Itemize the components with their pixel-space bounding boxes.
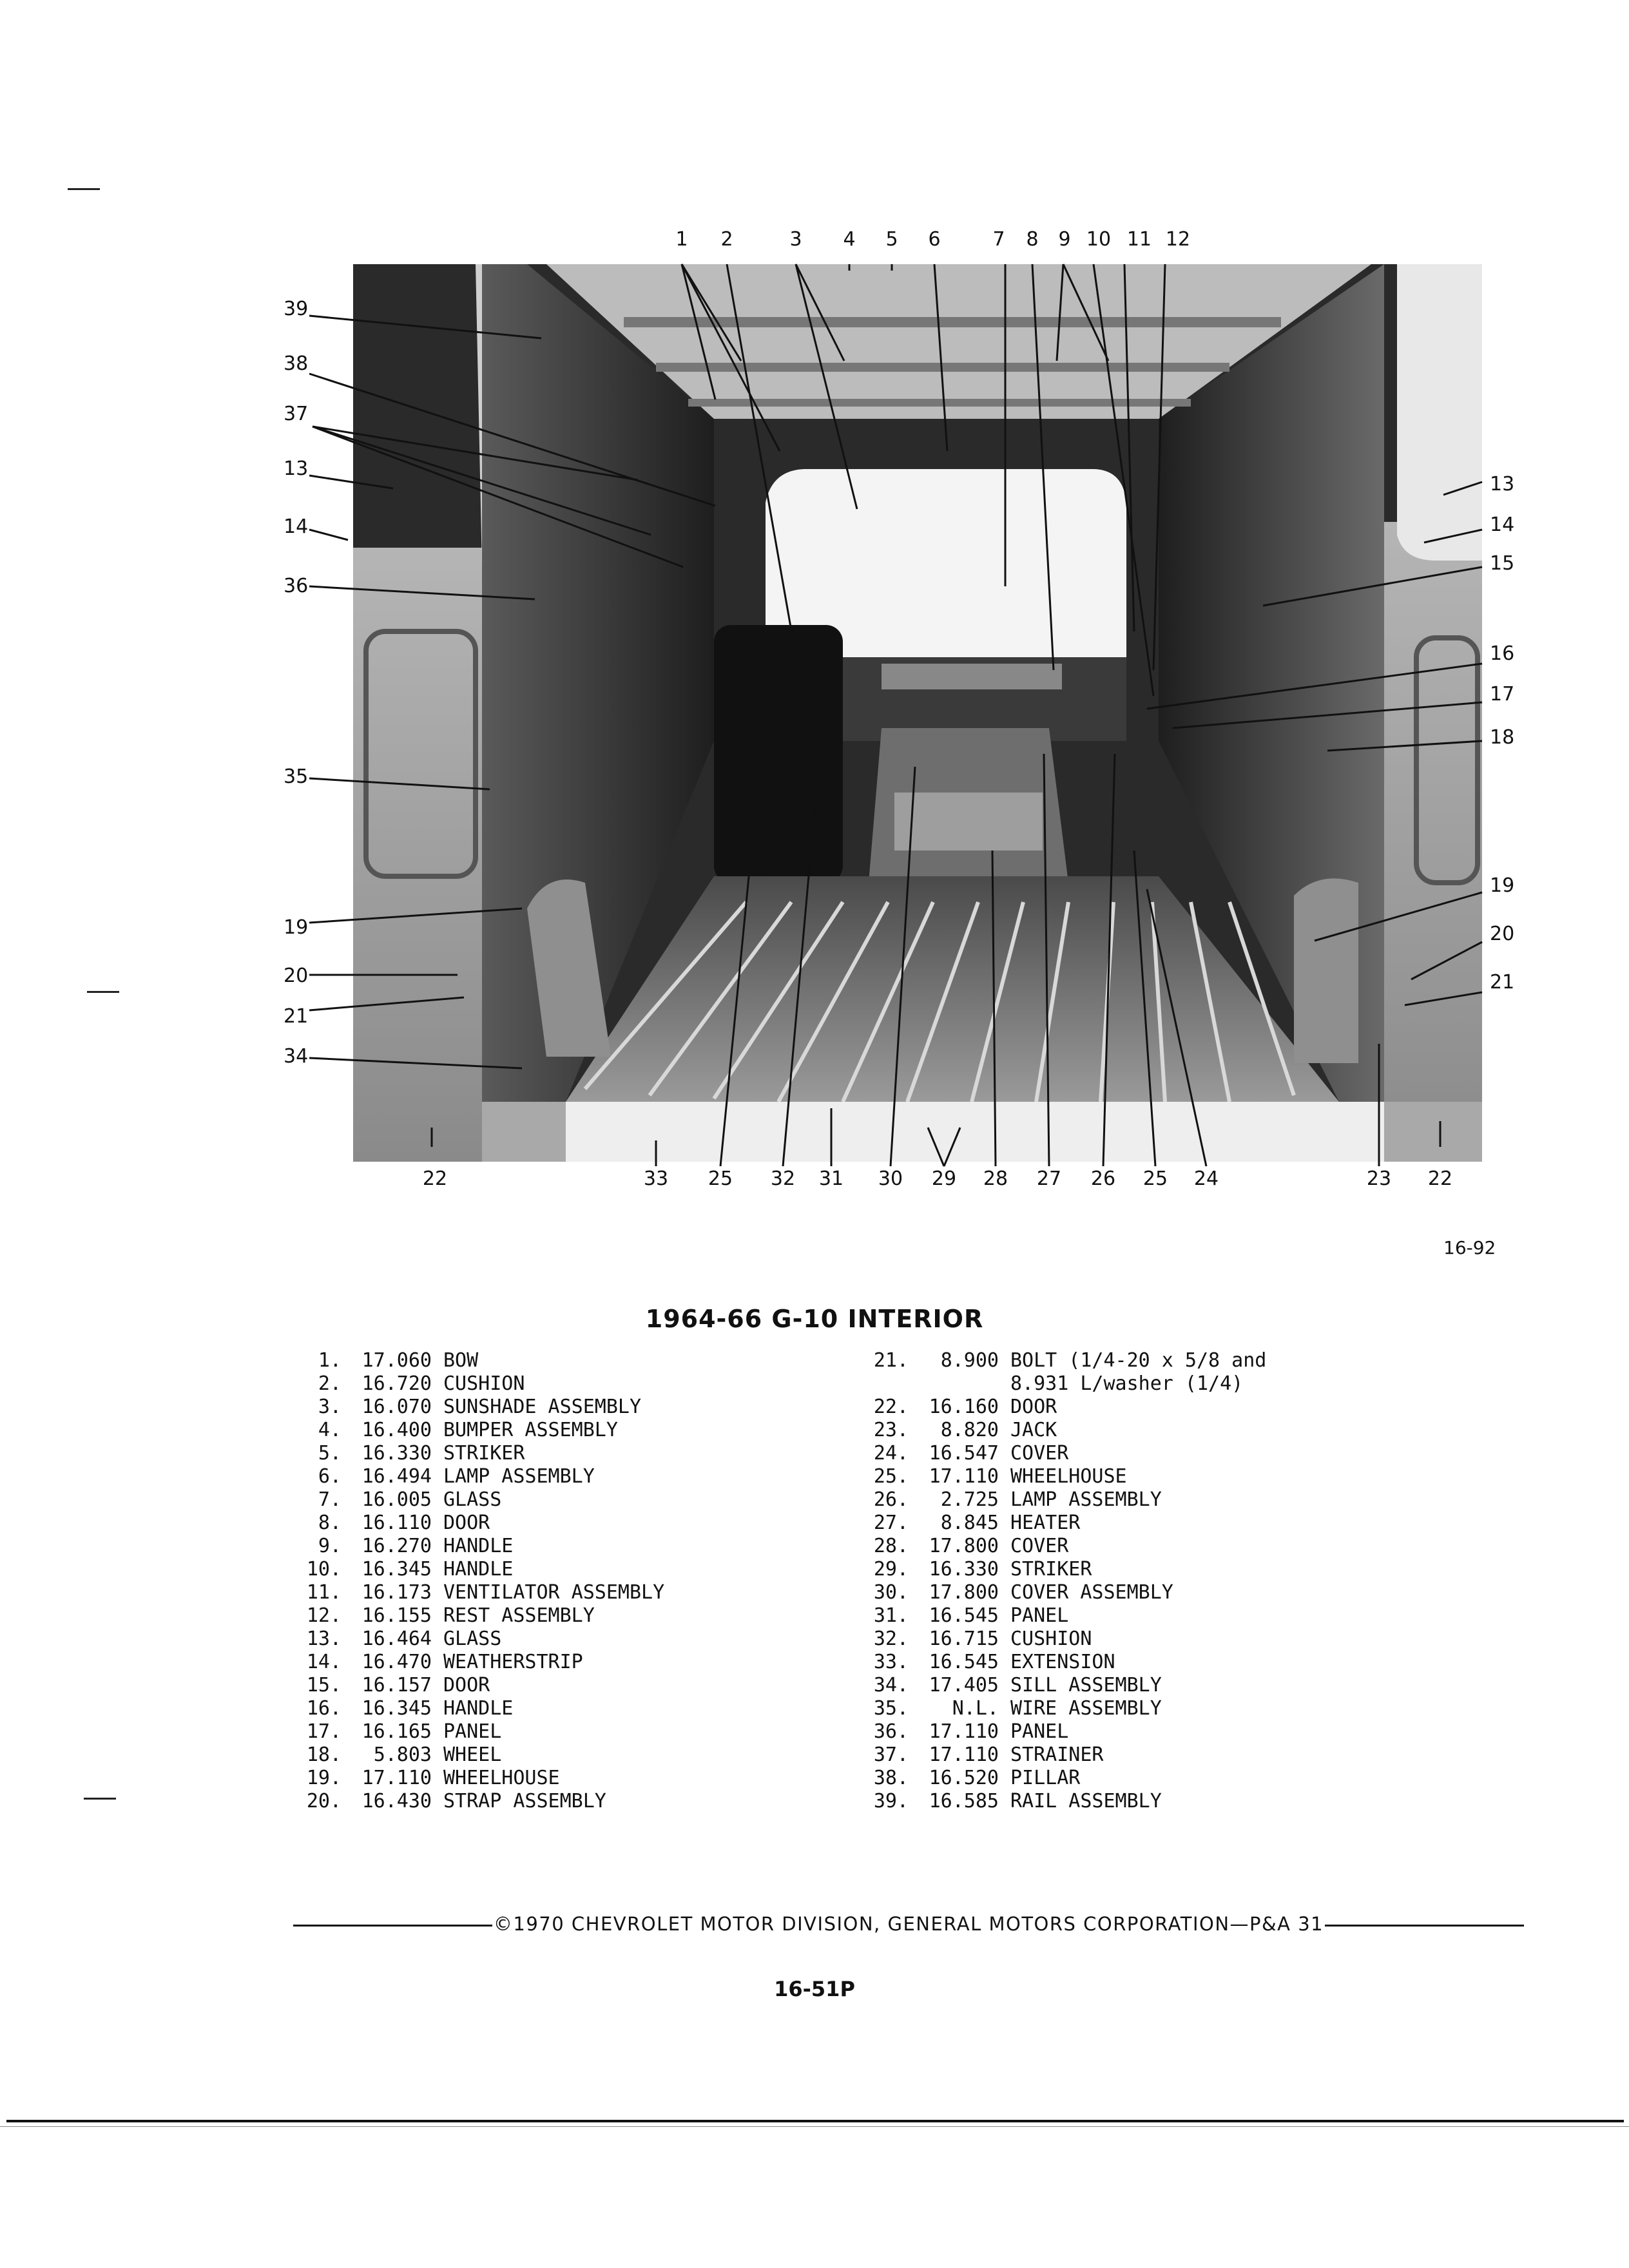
parts-list-item <box>290 1628 664 1651</box>
part-index: 21. <box>873 1349 909 1372</box>
parts-list-item <box>857 1651 1266 1674</box>
part-index: 6. <box>318 1465 342 1488</box>
part-number: 16.160 <box>929 1396 999 1418</box>
part-number: 17.800 <box>929 1581 999 1604</box>
part-name: LAMP ASSEMBLY <box>443 1465 595 1488</box>
part-index: 5. <box>318 1442 342 1465</box>
callout-label: 4 <box>843 228 856 251</box>
parts-list-item <box>857 1442 1266 1465</box>
part-index: 11. <box>306 1581 342 1604</box>
callout-label: 23 <box>1366 1168 1392 1190</box>
parts-list-item <box>290 1767 664 1790</box>
part-number: 16.547 <box>929 1442 999 1465</box>
part-number: 17.800 <box>929 1535 999 1557</box>
part-index: 16. <box>306 1697 342 1720</box>
part-index: 32. <box>873 1628 909 1650</box>
part-name: GLASS <box>443 1628 502 1650</box>
part-number: 16.330 <box>361 1442 432 1465</box>
margin-mark <box>68 188 100 190</box>
part-index: 39. <box>873 1790 909 1812</box>
callout-label: 13 <box>284 457 309 480</box>
parts-list-item <box>290 1744 664 1767</box>
parts-list-item <box>290 1697 664 1720</box>
part-number: 17.110 <box>929 1744 999 1766</box>
part-number: 8.900 <box>940 1349 999 1372</box>
part-name: HANDLE <box>443 1535 514 1557</box>
part-name: SUNSHADE ASSEMBLY <box>443 1396 642 1418</box>
callout-label: 32 <box>770 1168 796 1190</box>
margin-mark <box>84 1798 116 1800</box>
part-number: 16.345 <box>361 1697 432 1720</box>
part-number: 16.070 <box>361 1396 432 1418</box>
part-index: 3. <box>318 1396 342 1418</box>
part-number: 16.270 <box>361 1535 432 1557</box>
callout-label: 24 <box>1193 1168 1219 1190</box>
part-number: 17.405 <box>929 1674 999 1696</box>
part-index: 27. <box>873 1512 909 1534</box>
callout-label: 22 <box>422 1168 448 1190</box>
parts-list-left <box>290 1349 664 1813</box>
part-index: 36. <box>873 1720 909 1743</box>
part-name: DOOR <box>443 1674 490 1696</box>
part-index: 38. <box>873 1767 909 1789</box>
parts-list-item <box>857 1535 1266 1558</box>
callout-label: 14 <box>1490 514 1515 536</box>
callout-label: 25 <box>708 1168 733 1190</box>
parts-list-item <box>857 1790 1266 1813</box>
part-name: PANEL <box>1010 1720 1069 1743</box>
callout-label: 21 <box>1490 971 1515 994</box>
part-index: 29. <box>873 1558 909 1581</box>
part-index: 13. <box>306 1628 342 1650</box>
parts-list-item <box>290 1558 664 1581</box>
part-number: 16.494 <box>361 1465 432 1488</box>
part-index: 19. <box>306 1767 342 1789</box>
callout-label: 28 <box>983 1168 1008 1190</box>
part-index: 10. <box>306 1558 342 1581</box>
part-index: 17. <box>306 1720 342 1743</box>
part-name: COVER <box>1010 1535 1069 1557</box>
callout-label: 39 <box>284 298 309 320</box>
part-number: 16.520 <box>929 1767 999 1789</box>
parts-list-item <box>290 1790 664 1813</box>
part-name: HANDLE <box>443 1558 514 1581</box>
part-name: BOLT (1/4-20 x 5/8 and <box>1010 1349 1267 1372</box>
callout-label: 3 <box>789 228 802 251</box>
part-name: PANEL <box>1010 1604 1069 1627</box>
parts-list-item <box>857 1674 1266 1697</box>
parts-list-item <box>857 1396 1266 1419</box>
part-index: 33. <box>873 1651 909 1673</box>
part-name: EXTENSION <box>1010 1651 1115 1673</box>
callout-label: 33 <box>643 1168 669 1190</box>
part-number: 8.845 <box>940 1512 999 1534</box>
part-name: CUSHION <box>443 1372 525 1395</box>
part-name: GLASS <box>443 1488 502 1511</box>
part-index: 37. <box>873 1744 909 1766</box>
copyright-footer <box>293 1911 1524 1937</box>
parts-list-item <box>290 1535 664 1558</box>
callout-label: 35 <box>284 765 309 788</box>
parts-list-item <box>290 1720 664 1744</box>
callout-label: 7 <box>992 228 1005 251</box>
part-name: COVER ASSEMBLY <box>1010 1581 1173 1604</box>
callout-label: 2 <box>720 228 733 251</box>
callout-label: 1 <box>675 228 688 251</box>
part-index: 34. <box>873 1674 909 1696</box>
part-number: 16.545 <box>929 1651 999 1673</box>
part-index: 8. <box>318 1512 342 1534</box>
parts-list-item <box>857 1604 1266 1628</box>
part-name: WHEEL <box>443 1744 502 1766</box>
part-number: 5.803 <box>373 1744 432 1766</box>
part-name: STRIKER <box>1010 1558 1092 1581</box>
part-index <box>857 1372 909 1396</box>
callout-label: 13 <box>1490 473 1515 495</box>
part-index: 20. <box>306 1790 342 1812</box>
parts-list-item <box>290 1604 664 1628</box>
part-index: 35. <box>873 1697 909 1720</box>
parts-list-item <box>857 1349 1266 1372</box>
parts-list-right <box>857 1349 1266 1813</box>
part-name: STRAINER <box>1010 1744 1104 1766</box>
parts-list-item <box>857 1372 1266 1396</box>
part-name: DOOR <box>1010 1396 1057 1418</box>
parts-list-item <box>857 1697 1266 1720</box>
part-number: 16.345 <box>361 1558 432 1581</box>
part-number: 16.173 <box>361 1581 432 1604</box>
part-index: 1. <box>318 1349 342 1372</box>
callout-label: 38 <box>284 352 309 375</box>
page-title: 1964-66 G-10 INTERIOR <box>645 1305 984 1333</box>
callout-label: 36 <box>284 575 309 597</box>
part-number: 16.464 <box>361 1628 432 1650</box>
callout-label: 10 <box>1086 228 1112 251</box>
part-index: 24. <box>873 1442 909 1465</box>
footer-rule-left <box>293 1925 492 1927</box>
parts-list-item <box>857 1465 1266 1488</box>
part-name: COVER <box>1010 1442 1069 1465</box>
parts-list-item <box>290 1651 664 1674</box>
parts-list-item <box>857 1512 1266 1535</box>
part-index: 4. <box>318 1419 342 1441</box>
bottom-rule <box>6 2120 1624 2122</box>
parts-list-item <box>290 1581 664 1604</box>
part-name: JACK <box>1010 1419 1057 1441</box>
parts-list-item <box>290 1488 664 1512</box>
callout-label: 37 <box>284 403 309 425</box>
callout-label: 14 <box>284 515 309 538</box>
callout-label: 34 <box>284 1045 309 1068</box>
callout-label: 16 <box>1490 642 1515 665</box>
part-name: STRAP ASSEMBLY <box>443 1790 606 1812</box>
parts-list-item <box>290 1442 664 1465</box>
footer-rule-right <box>1325 1925 1524 1927</box>
part-index: 2. <box>318 1372 342 1395</box>
parts-list-item <box>290 1674 664 1697</box>
part-number: 17.110 <box>929 1465 999 1488</box>
callout-label: 27 <box>1036 1168 1062 1190</box>
callout-label: 25 <box>1142 1168 1168 1190</box>
part-number: 16.155 <box>361 1604 432 1627</box>
part-name: DOOR <box>443 1512 490 1534</box>
part-name: LAMP ASSEMBLY <box>1010 1488 1162 1511</box>
part-number: 17.110 <box>929 1720 999 1743</box>
part-name: BOW <box>443 1349 479 1372</box>
part-index: 26. <box>873 1488 909 1511</box>
parts-list-item <box>857 1419 1266 1442</box>
part-number: 16.470 <box>361 1651 432 1673</box>
part-name: REST ASSEMBLY <box>443 1604 595 1627</box>
margin-mark <box>87 991 119 993</box>
part-name: BUMPER ASSEMBLY <box>443 1419 618 1441</box>
parts-list-item <box>290 1396 664 1419</box>
part-name: WHEELHOUSE <box>443 1767 560 1789</box>
part-number: 17.060 <box>361 1349 432 1372</box>
part-number: 16.330 <box>929 1558 999 1581</box>
figure-number: 16-92 <box>1443 1237 1496 1258</box>
part-index: 23. <box>873 1419 909 1441</box>
callout-label: 12 <box>1165 228 1191 251</box>
callout-label: 17 <box>1490 683 1515 706</box>
callout-label: 15 <box>1490 552 1515 575</box>
part-index: 30. <box>873 1581 909 1604</box>
part-number: 16.545 <box>929 1604 999 1627</box>
callout-label: 6 <box>928 228 941 251</box>
part-index: 18. <box>306 1744 342 1766</box>
parts-list-item <box>857 1744 1266 1767</box>
part-name: STRIKER <box>443 1442 525 1465</box>
part-index: 31. <box>873 1604 909 1627</box>
parts-list-item <box>290 1349 664 1372</box>
parts-list-item <box>290 1465 664 1488</box>
part-index: 15. <box>306 1674 342 1696</box>
callout-label: 5 <box>885 228 898 251</box>
part-name: 8.931 L/washer (1/4) <box>1010 1372 1244 1395</box>
callout-label: 21 <box>284 1005 309 1028</box>
part-number: 8.820 <box>940 1419 999 1441</box>
part-name: SILL ASSEMBLY <box>1010 1674 1162 1696</box>
callout-label: 29 <box>931 1168 957 1190</box>
part-number: 16.720 <box>361 1372 432 1395</box>
parts-list-item <box>857 1488 1266 1512</box>
part-number: 16.110 <box>361 1512 432 1534</box>
parts-list-item <box>857 1628 1266 1651</box>
page-code: 16-51P <box>774 1977 855 2001</box>
parts-list-item <box>290 1419 664 1442</box>
copyright-text: ©1970 CHEVROLET MOTOR DIVISION, GENERAL MOTORS CORPORATION—P&A 31 <box>493 1913 1324 1935</box>
callout-label: 11 <box>1126 228 1152 251</box>
callout-label: 30 <box>878 1168 903 1190</box>
parts-list-item <box>857 1720 1266 1744</box>
part-number: 17.110 <box>361 1767 432 1789</box>
part-name: RAIL ASSEMBLY <box>1010 1790 1162 1812</box>
callout-label: 19 <box>1490 874 1515 897</box>
part-index: 12. <box>306 1604 342 1627</box>
part-number: 16.157 <box>361 1674 432 1696</box>
part-number: 16.430 <box>361 1790 432 1812</box>
parts-list-item <box>857 1767 1266 1790</box>
part-index: 25. <box>873 1465 909 1488</box>
parts-list-item <box>857 1558 1266 1581</box>
callout-label: 31 <box>818 1168 844 1190</box>
part-index: 28. <box>873 1535 909 1557</box>
callout-label: 20 <box>284 965 309 987</box>
parts-list-item <box>290 1512 664 1535</box>
part-index: 22. <box>873 1396 909 1418</box>
part-number: 16.400 <box>361 1419 432 1441</box>
callout-label: 8 <box>1026 228 1039 251</box>
part-index: 9. <box>318 1535 342 1557</box>
part-name: HEATER <box>1010 1512 1081 1534</box>
parts-list-item <box>857 1581 1266 1604</box>
part-number: 16.715 <box>929 1628 999 1650</box>
part-number: 16.005 <box>361 1488 432 1511</box>
part-name: WIRE ASSEMBLY <box>1010 1697 1162 1720</box>
part-name: PANEL <box>443 1720 502 1743</box>
part-name: VENTILATOR ASSEMBLY <box>443 1581 665 1604</box>
callout-label: 22 <box>1427 1168 1453 1190</box>
part-number: 16.165 <box>361 1720 432 1743</box>
part-name: WHEELHOUSE <box>1010 1465 1127 1488</box>
part-name: HANDLE <box>443 1697 514 1720</box>
callout-label: 18 <box>1490 726 1515 749</box>
callout-label: 20 <box>1490 923 1515 945</box>
van-interior-photo <box>353 264 1482 1162</box>
part-number <box>909 1372 999 1396</box>
part-name: PILLAR <box>1010 1767 1081 1789</box>
part-index: 14. <box>306 1651 342 1673</box>
part-number: 2.725 <box>940 1488 999 1511</box>
callout-label: 9 <box>1058 228 1071 251</box>
part-name: WEATHERSTRIP <box>443 1651 583 1673</box>
parts-list-item <box>290 1372 664 1396</box>
part-number: N.L. <box>952 1697 999 1720</box>
part-index: 7. <box>318 1488 342 1511</box>
callout-label: 26 <box>1090 1168 1116 1190</box>
callout-label: 19 <box>284 916 309 939</box>
bottom-rule-thin <box>0 2126 1629 2127</box>
part-number: 16.585 <box>929 1790 999 1812</box>
part-name: CUSHION <box>1010 1628 1092 1650</box>
